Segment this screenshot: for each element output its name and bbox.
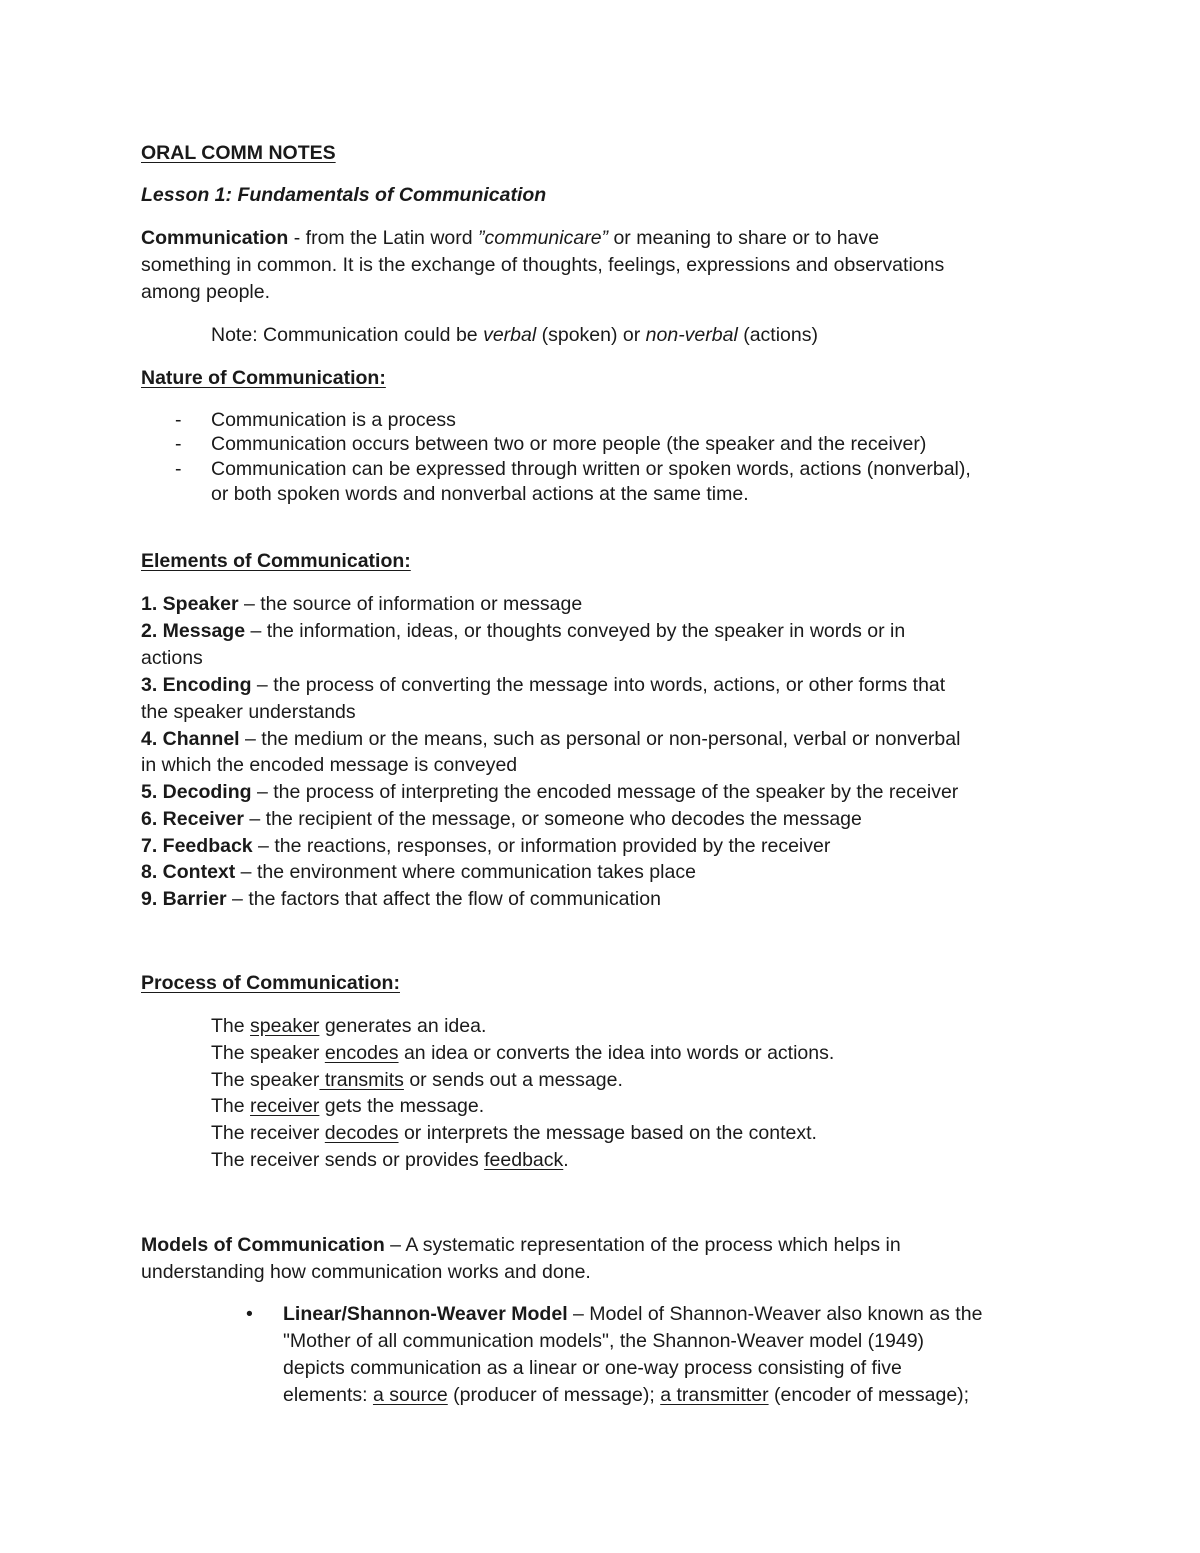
linear-model-line-4 xyxy=(283,1382,969,1409)
step-text: an idea or converts the idea into words or actions. xyxy=(398,1042,835,1064)
lesson-heading: Lesson 1: Fundamentals of Communication xyxy=(141,184,547,206)
element-item xyxy=(141,859,696,886)
note-text: Note: Communication could be xyxy=(211,324,484,346)
linear-model-text: (producer of message); xyxy=(447,1384,661,1406)
nature-item: Communication occurs between two or more people (the speaker and the receiver) xyxy=(211,433,927,455)
element-desc: – the factors that affect the flow of communication xyxy=(226,888,661,910)
definition-line-2: something in common. It is the exchange of thoughts, feelings, expressions and observations xyxy=(141,254,945,276)
step-text: The receiver xyxy=(211,1122,325,1144)
linear-model-line-2: "Mother of all communication models", the Shannon-Weaver model (1949) xyxy=(283,1330,925,1352)
note-text: (spoken) or xyxy=(536,324,646,346)
process-step xyxy=(211,1120,817,1147)
step-text: The receiver sends or provides xyxy=(211,1149,485,1171)
step-text: generates an idea. xyxy=(319,1015,487,1037)
element-item-continuation: the speaker understands xyxy=(141,701,356,723)
linear-model-text: (encoder of message); xyxy=(768,1384,970,1406)
element-term: 8. Context xyxy=(141,861,236,883)
linear-model-line-3: depicts communication as a linear or one-way process consisting of five xyxy=(283,1357,902,1379)
element-item xyxy=(141,833,830,860)
nature-item: Communication is a process xyxy=(211,409,456,431)
step-text: The speaker xyxy=(211,1069,320,1091)
step-text: . xyxy=(563,1149,569,1171)
element-desc: – the process of converting the message into words, actions, or other forms that xyxy=(251,674,946,696)
element-item xyxy=(141,618,905,645)
step-text: The xyxy=(211,1015,251,1037)
linear-model-line-1 xyxy=(283,1301,982,1328)
step-text: gets the message. xyxy=(319,1095,485,1117)
source-term: a source xyxy=(372,1384,448,1406)
elements-heading: Elements of Communication: xyxy=(141,550,411,572)
element-item xyxy=(141,779,958,806)
element-item xyxy=(141,672,945,699)
step-keyword: encodes xyxy=(324,1042,399,1064)
note-verbal: verbal xyxy=(483,324,537,346)
element-item xyxy=(141,886,661,913)
element-term: 3. Encoding xyxy=(141,674,252,696)
element-desc: – the source of information or message xyxy=(238,593,583,615)
element-item xyxy=(141,726,960,753)
transmitter-term: a transmitter xyxy=(660,1384,769,1406)
step-text: or sends out a message. xyxy=(403,1069,623,1091)
element-desc: – the medium or the means, such as personal or non-personal, verbal or nonverbal xyxy=(239,728,961,750)
definition-text: or meaning to share or to have xyxy=(608,227,880,249)
step-keyword: speaker xyxy=(250,1015,320,1037)
step-text: or interprets the message based on the context. xyxy=(398,1122,817,1144)
element-term: 4. Channel xyxy=(141,728,240,750)
process-step xyxy=(211,1040,834,1067)
definition-term: Communication xyxy=(141,227,289,249)
definition-line-3: among people. xyxy=(141,281,271,303)
step-text: The speaker xyxy=(211,1042,325,1064)
element-term: 6. Receiver xyxy=(141,808,244,830)
element-desc: – the information, ideas, or thoughts conveyed by the speaker in words or in xyxy=(245,620,906,642)
nature-item-continuation: or both spoken words and nonverbal actions at the same time. xyxy=(211,483,749,505)
models-desc: – A systematic representation of the process which helps in xyxy=(384,1234,901,1256)
process-step xyxy=(211,1147,569,1174)
linear-model-term: Linear/Shannon-Weaver Model xyxy=(283,1303,568,1325)
process-step xyxy=(211,1093,484,1120)
step-keyword: transmits xyxy=(319,1069,404,1091)
element-desc: – the recipient of the message, or someone who decodes the message xyxy=(244,808,862,830)
element-term: 1. Speaker xyxy=(141,593,239,615)
linear-model-text: elements: xyxy=(283,1384,373,1406)
latin-word: ”communicare” xyxy=(478,227,609,249)
element-term: 2. Message xyxy=(141,620,246,642)
element-term: 7. Feedback xyxy=(141,835,253,857)
bullet-marker: • xyxy=(246,1303,253,1325)
process-step xyxy=(211,1013,486,1040)
element-term: 9. Barrier xyxy=(141,888,227,910)
note-text: (actions) xyxy=(737,324,818,346)
definition-line-1 xyxy=(141,225,879,252)
step-text: The xyxy=(211,1095,251,1117)
element-desc: – the reactions, responses, or information provided by the receiver xyxy=(252,835,831,857)
linear-model-text: – Model of Shannon-Weaver also known as the xyxy=(567,1303,983,1325)
note-nonverbal: non-verbal xyxy=(645,324,738,346)
definition-text: - from the Latin word xyxy=(288,227,479,249)
nature-item: Communication can be expressed through written or spoken words, actions (nonverbal), xyxy=(211,458,971,480)
element-item-continuation: in which the encoded message is conveyed xyxy=(141,754,518,776)
list-dash: - xyxy=(175,409,182,431)
element-desc: – the environment where communication takes place xyxy=(235,861,696,883)
element-desc: – the process of interpreting the encoded message of the speaker by the receiver xyxy=(251,781,959,803)
element-item xyxy=(141,591,582,618)
step-keyword: decodes xyxy=(324,1122,399,1144)
list-dash: - xyxy=(175,458,182,480)
page-title: ORAL COMM NOTES xyxy=(141,142,336,164)
process-heading: Process of Communication: xyxy=(141,972,400,994)
models-line-2: understanding how communication works and done. xyxy=(141,1261,591,1283)
nature-heading: Nature of Communication: xyxy=(141,367,386,389)
element-item-continuation: actions xyxy=(141,647,203,669)
models-term: Models of Communication xyxy=(141,1234,385,1256)
list-dash: - xyxy=(175,433,182,455)
element-item xyxy=(141,806,862,833)
element-term: 5. Decoding xyxy=(141,781,252,803)
process-step xyxy=(211,1067,623,1094)
step-keyword: receiver xyxy=(250,1095,320,1117)
note-line xyxy=(211,322,818,349)
step-keyword: feedback xyxy=(484,1149,564,1171)
models-line-1 xyxy=(141,1232,901,1259)
